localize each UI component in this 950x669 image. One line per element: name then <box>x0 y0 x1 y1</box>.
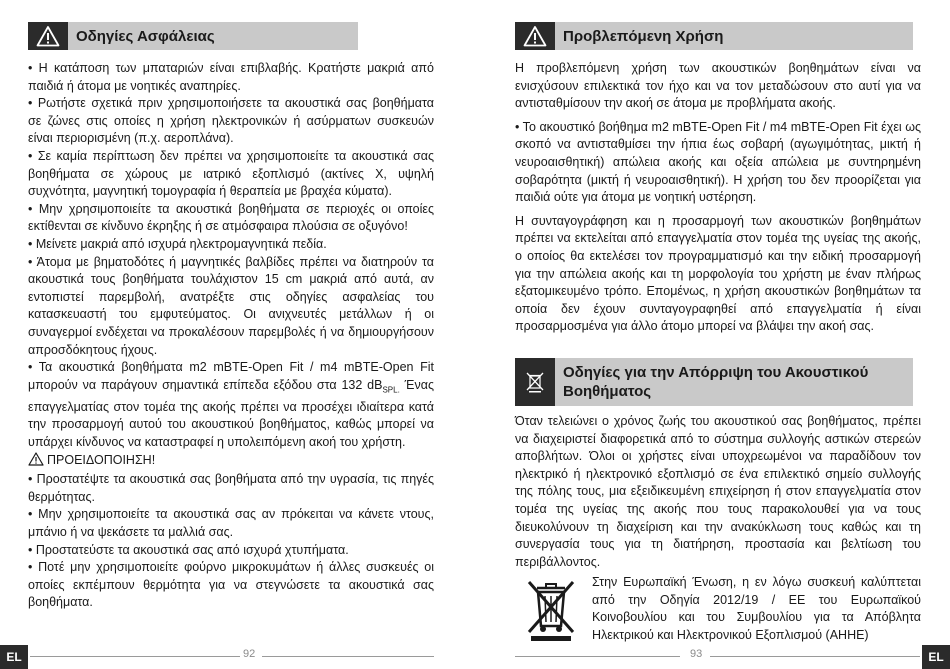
language-tab: EL <box>0 645 28 669</box>
weee-paragraph: Στην Ευρωπαϊκή Ένωση, η εν λόγω συσκευή καλύπτεται από την Οδηγία 2012/19 / ΕΕ του Ευρωπαϊκού Κοινοβουλίου και του Συμβουλίου για τα Απόβλητα Ηλεκτρικού και Ηλεκτρονικού Εξοπλισμού (ΑΗΗΕ) <box>592 575 921 642</box>
weee-text <box>592 574 921 644</box>
safety-item: • Μην χρησιμοποιείτε τα ακουστικά βοηθήματα σε περιοχές οι οποίες εκτίθενται σε κίνδυνο έκρηξης ή σε ατμόσφαιρα πλούσια σε οξυγόνο! <box>28 201 434 234</box>
intended-use-header <box>515 22 913 50</box>
section-title: Προβλεπόμενη Χρήση <box>563 27 724 45</box>
warning-triangle-icon <box>28 452 44 472</box>
footer-divider <box>515 656 680 657</box>
safety-instructions <box>28 60 434 612</box>
warning-item: • Μην χρησιμοποιείτε τα ακουστικά σας αν πρόκειται να κάνετε ντους, μπάνιο ή να ψεκάσετε τα μαλλιά σας. <box>28 507 434 539</box>
disposal-text <box>515 413 921 571</box>
output-level-tail: Ένας επαγγελματίας στον τομέα της ακοής πρέπει να προσέχει ιδιαίτερα κατά την προσαρμογή αυτού του ακουστικού βοηθήματος, καθώς μπορεί να υπάρχει κίνδυνος να καταστραφεί η υπολειπόμενη ακοή του χρήστη. <box>28 377 434 449</box>
warning-item: • Προστατέψτε τα ακουστικά σας βοηθήματα από την υγρασία, τις πηγές θερμότητας. <box>28 472 434 504</box>
intended-use-paragraph: Η συνταγογράφηση και η προσαρμογή των ακουστικών βοηθημάτων πρέπει να εκτελείται από επαγγελματία στον τομέα της υγείας της ακοής, ο οποίος θα εκτελέσει τον προγραμματισμό και την ειδική προσαρμογή για την απώλεια ακοής και τη μορφολογία του χρήστη με έναν πλήρως εξατομικευμένο τρόπο. Επομένως, η χρήση ακουστικών βοηθημάτων τα οποία δεν έχουν συνταγογραφηθεί από επαγγελματία ή είναι προσαρμοσμένα για άλλο άτομο μπορεί να βλάψει την ακοή σας. <box>515 213 921 334</box>
output-level-item <box>28 359 434 451</box>
disposal-title: Οδηγίες για την Απόρριψη του Ακουστικού Βοηθήματος <box>563 364 869 400</box>
language-tab: EL <box>922 645 950 669</box>
safety-item: • Ρωτήστε σχετικά πριν χρησιμοποιήσετε τα ακουστικά σας βοηθήματα σε ζώνες στις οποίες η χρήση ηλεκτρονικών ή ασύρματων συσκευών είναι περιορισμένη (π.χ. αεροπλάνα). <box>28 96 434 146</box>
safety-item: • Μείνετε μακριά από ισχυρά ηλεκτρομαγνητικά πεδία. <box>28 236 327 251</box>
section-title: Οδηγίες Ασφάλειας <box>76 27 215 45</box>
intended-use-paragraph: Η προβλεπόμενη χρήση των ακουστικών βοηθημάτων είναι να ενισχύσουν επιλεκτικά τον ήχο και να τον μεταδώσουν στο αυτί για να αντισταθμίσουν την ακοή σε άτομα με προβλήματα ακοής. <box>515 61 921 111</box>
safety-item: • Η κατάποση των μπαταριών είναι επιβλαβής. Κρατήστε μακριά από παιδιά ή άτομα με νοητικές αναπηρίες. <box>28 61 434 93</box>
right-page <box>475 0 950 669</box>
page-number: 92 <box>243 648 256 660</box>
safety-item: • Άτομα με βηματοδότες ή μαγνητικές βαλβίδες πρέπει να διατηρούν τα ακουστικά τους βοηθήματα τουλάχιστον 15 cm μακριά από αυτά, αν εντοπιστεί παρεμβολή, ανατρέξτε στις οδηγίες ασφαλείας του κατασκευαστή του εμφυτεύματος. Οι ανιχνευτές μετάλλων ή οι συναγερμοί ενδέχεται να προκαλέσουν παρεμβολές ή να δημιουργήσουν απροσδόκητους ήχους. <box>28 254 434 357</box>
warning-label-line <box>28 452 434 472</box>
footer-divider <box>262 656 434 657</box>
crossed-out-bin-icon <box>515 358 555 406</box>
footer-divider <box>30 656 240 657</box>
safety-item: • Σε καμία περίπτωση δεν πρέπει να χρησιμοποιείτε τα ακουστικά σας βοηθήματα σε χώρους με ιατρικό εξοπλισμό (ακτίνες Χ, υψηλή συχνότητα, μαγνητική τομογραφία ή θεραπεία με βραχέα κύματα). <box>28 148 434 199</box>
disposal-paragraph: Όταν τελειώνει ο χρόνος ζωής του ακουστικού σας βοηθήματος, πρέπει να διαχειριστεί διαφορετικά από το σύστημα συλλογής αστικών στερεών αποβλήτων. Όλοι οι χρήστες είναι υποχρεωμένοι να παραδίδουν τον ηλεκτρικό ή ηλεκτρονικό εξοπλισμό σε ένα επιλεκτικό σημείο συλλογής της πόλης τους, μια εξειδικευμένη επιχείρηση ή στον επαγγελματία στον τομέα της υγείας της ακοής που τους παρακολουθεί για να τους διευκολύνουν τη διαχείριση και την ανακύκλωση τους καθώς και τη συνεργασία τους για τη διατήρηση, προστασία και βελτίωση του περιβάλλοντος. <box>515 414 921 569</box>
intended-use-paragraph: • Το ακουστικό βοήθημα m2 mBTE-Open Fit / m4 mBTE-Open Fit έχει ως σκοπό να αντισταθμίσει την ήπια έως σοβαρή (αγωγιμότητας, μικτή ή νευροαισθητική) απώλεια ακοής και οξεία απώλεια με συντηρημένη σοβαρότητα (μικτή ή νευροαισθητική). Η χρήση του δεν προορίζεται για παιδιά ούτε για άτομα με νοητική υστέρηση. <box>515 119 921 205</box>
warning-item: • Ποτέ μην χρησιμοποιείτε φούρνο μικροκυμάτων ή άλλες συσκευές οι οποίες εκπέμπουν θερμότητα για να στεγνώσετε τα ακουστικά σας βοηθήματα. <box>28 560 434 610</box>
warning-item: • Προστατεύστε τα ακουστικά σας από ισχυρά χτυπήματα. <box>28 542 349 557</box>
weee-bin-icon <box>523 578 579 642</box>
intended-use-text <box>515 60 921 336</box>
spl-subscript: SPL. <box>382 385 400 395</box>
warning-triangle-icon <box>28 22 68 50</box>
safety-header <box>28 22 358 50</box>
page-number: 93 <box>690 648 703 660</box>
warning-triangle-icon <box>515 22 555 50</box>
footer-divider <box>710 656 920 657</box>
output-level-text: • Τα ακουστικά βοηθήματα m2 mBTE-Open Fit / m4 mBTE-Open Fit μπορούν να παράγουν σημαντικά επίπεδα εξόδου στα 132 dB <box>28 360 434 392</box>
disposal-header <box>515 358 913 406</box>
warning-label: ΠΡΟΕΙΔΟΠΟΙΗΣΗ! <box>47 452 156 467</box>
